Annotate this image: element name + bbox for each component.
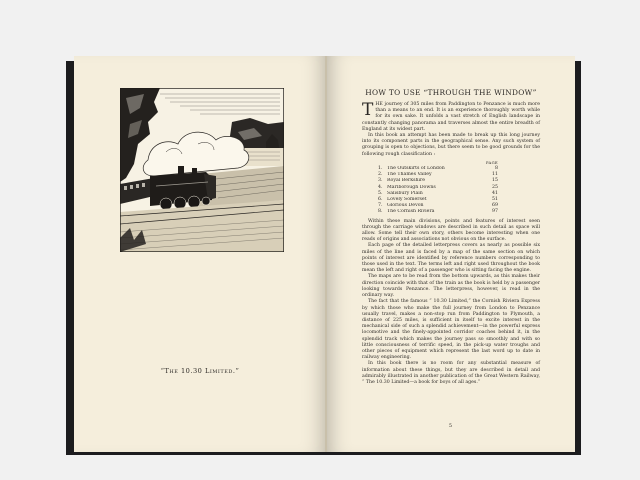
train-woodcut-illustration [120,88,284,252]
item-number: 3. [378,178,383,184]
illustration-caption: “The 10.30 Limited.” [160,367,240,375]
list-item [378,209,498,215]
item-page: 8 [495,166,498,172]
item-page: 69 [492,203,498,209]
item-page: 97 [492,209,498,215]
item-title: Lovely Somerset [387,197,427,203]
right-page-text [362,88,540,386]
paragraph-text: HE journey of 305 miles from Paddington to Penzance is much more than a means to an end. It is an experience thoroughly worth while for its own sake. It unfolds a vast stretch of English landscape in constantly changing panorama and traverses almost the entire breadth of England at its widest part. [362,102,540,132]
paragraph: The fact that the famous “ 10.30 Limited,” the Cornish Riviera Express by which those who make the full journey from London to Penzance usually travel, makes a non-stop run from Paddington to Plymouth, a distance of 225 miles, is sufficient in itself to excite interest in the mechanical side of such a splendid achievement—in the powerful express locomotive and the finely-appointed corridor coaches behind it, in the splendid track which makes the journey pass so smoothly and with so little consciousness of terrific speed, in the pick-up water troughs and other pieces of equipment which represent the last word up to date in railway engineering. [362,299,540,361]
item-page: 15 [492,178,498,184]
item-number: 1. [378,166,383,172]
book-gutter [325,56,327,452]
item-page: 11 [492,172,498,178]
paragraph: The maps are to be read from the bottom upwards, as this makes their direction coincide with that of the train as the book is held by a passenger looking towards Penzance. The letterpress, however, is read in the ordinary way. [362,274,540,299]
drop-cap: T [362,100,374,120]
item-title: Marlborough Downs [387,184,436,190]
paragraph: Within these main divisions, points and features of interest seen through the carriage windows are described in such detail as space will allow. Some tell their own story, others become interesting when one reads of origins and associations not obvious on the surface. [362,218,540,243]
item-page: 25 [492,184,498,190]
paragraph: In this book there is no room for any substantial measure of information about these things, but they are described in detail and admirably illustrated in another publication of the Great Western Railway, “ The 10.30 Limited—a book for boys of all ages.” [362,361,540,385]
item-page: 51 [492,197,498,203]
item-number: 6. [378,197,383,203]
classification-list [378,160,498,216]
item-number: 2. [378,172,383,178]
item-number: 5. [378,190,383,196]
item-title: The Outskirts of London [387,166,445,172]
page-number: 5 [448,423,453,429]
woodcut-svg [120,88,284,252]
item-page: 41 [492,190,498,196]
page-heading: HOW TO USE “THROUGH THE WINDOW” [365,88,537,97]
item-title: The Thames Valley [387,172,432,178]
item-number: 4. [378,184,383,190]
toc-page-header: PAGE [486,159,498,165]
paragraph: In this book an attempt has been made to break up this long journey into its component parts in the geographical sense. Any such system of grouping is open to objections, but there seem to be good grounds for the following rough classification : [362,133,540,157]
item-number: 8. [378,209,383,215]
intro-paragraph [362,102,540,133]
item-title: The Cornish Riviera [387,209,435,215]
paragraph: Each page of the detailed letterpress covers as nearly as possible six miles of the line and is faced by a map of the same section on which points of interest are identified by reference numbers corresponding to those used in the text. The terms left and right used throughout the book mean the left and right of a passenger who is sitting facing the engine. [362,243,540,274]
item-title: Royal Berkshire [387,178,426,184]
item-title: Salisbury Plain [387,190,423,196]
item-number: 7. [378,203,383,209]
item-title: Glorious Devon [387,203,424,209]
